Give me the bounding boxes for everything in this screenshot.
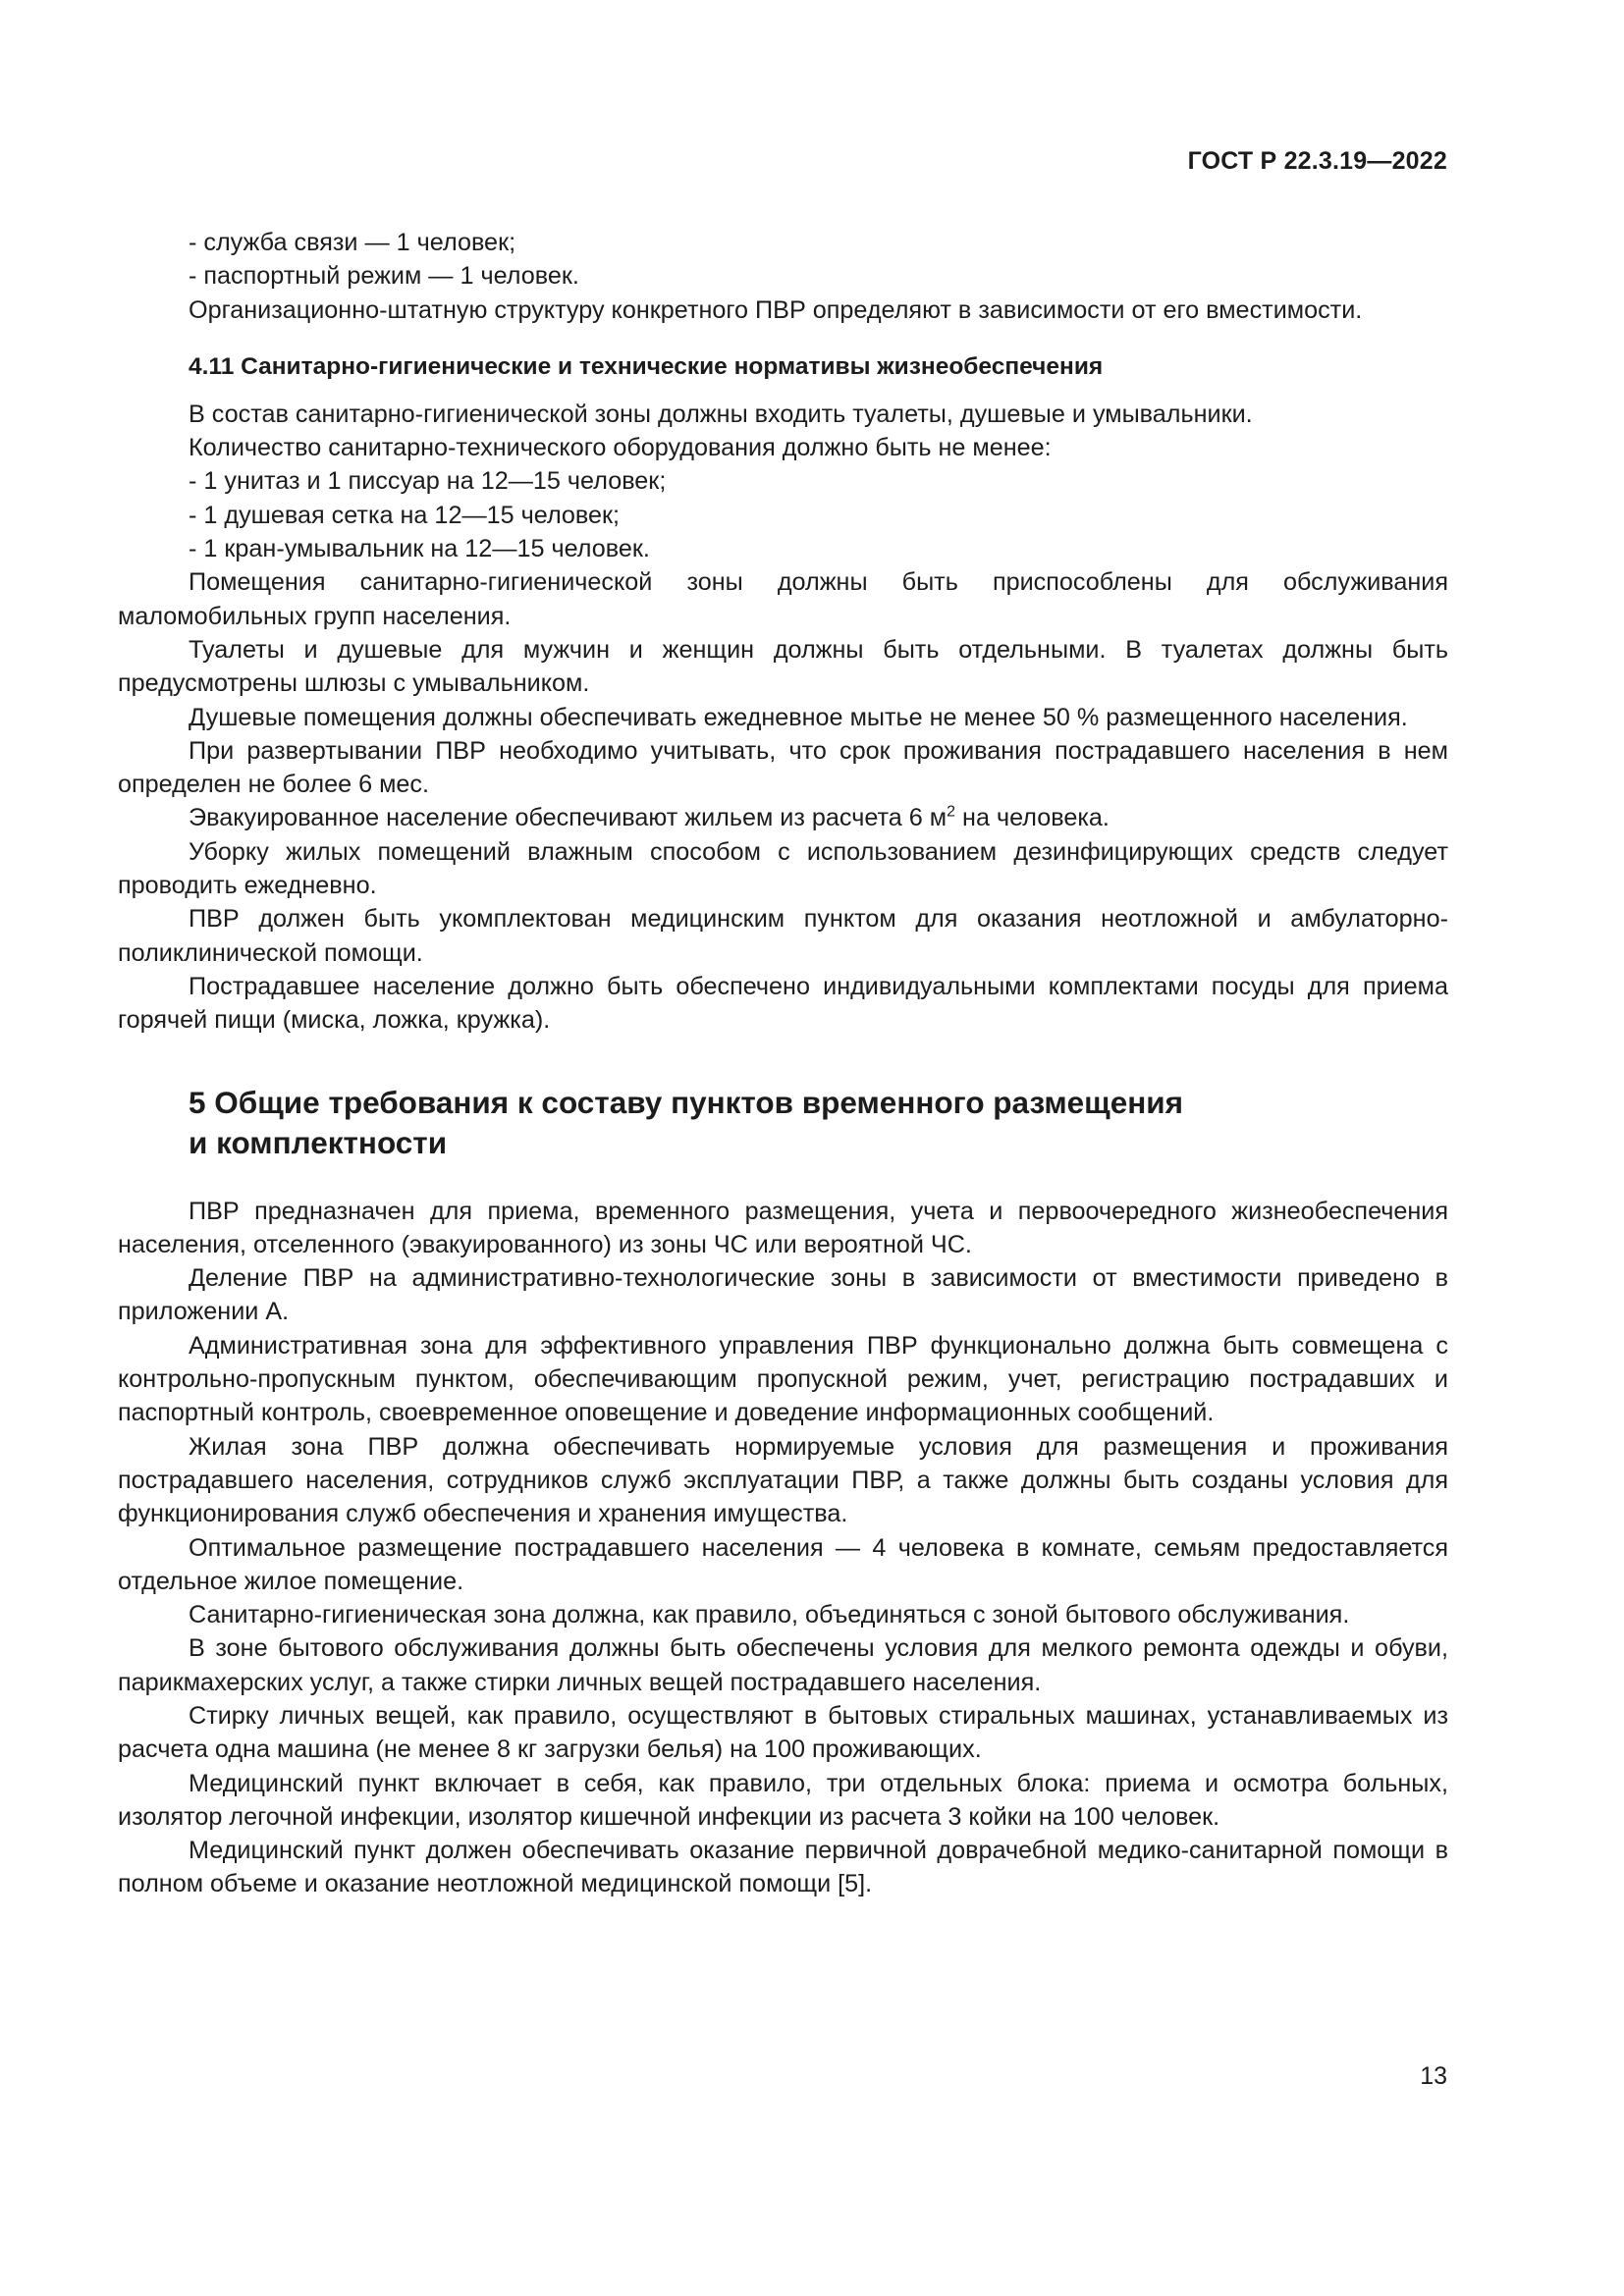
subsection-heading-4-11: 4.11 Санитарно-гигиенические и технические нормативы жизнеобеспечения [189, 352, 1104, 380]
list-item: - паспортный режим — 1 человек. [189, 262, 579, 291]
paragraph: Пострадавшее население должно быть обеспечено индивидуальными комплектами посуды для приема горячей пищи (миска, ложка, кружка). [118, 972, 1448, 1035]
paragraph: Количество санитарно-технического оборудования должно быть не менее: [189, 434, 1052, 462]
superscript: 2 [947, 804, 956, 822]
list-item: - 1 кран-умывальник на 12—15 человек. [189, 535, 650, 563]
paragraph: При развертывании ПВР необходимо учитывать, что срок проживания пострадавшего населения в нем определен не более 6 мес. [118, 736, 1448, 799]
paragraph: Туалеты и душевые для мужчин и женщин должны быть отдельными. В туалетах должны быть предусмотрены шлюзы с умывальником. [118, 635, 1448, 698]
paragraph: В зоне бытового обслуживания должны быть обеспечены условия для мелкого ремонта одежды и обуви, парикмахерских услуг, а также стирки личных вещей пострадавшего населения. [118, 1634, 1448, 1696]
paragraph: Медицинский пункт включает в себя, как правило, три отдельных блока: приема и осмотра больных, изолятор легочной инфекции, изолятор кишечной инфекции из расчета 3 койки на 100 человек. [118, 1769, 1448, 1831]
list-item: - служба связи — 1 человек; [189, 229, 516, 256]
list-item: - 1 душевая сетка на 12—15 человек; [189, 501, 621, 529]
paragraph-housing-norm [118, 801, 1448, 834]
paragraph: Санитарно-гигиеническая зона должна, как правило, объединяться с зоной бытового обслуживания. [189, 1601, 1350, 1629]
heading-line: 5 Общие требования к составу пунктов временного размещения [189, 1084, 1184, 1120]
paragraph: ПВР должен быть укомплектован медицинским пунктом для оказания неотложной и амбулаторно-поликлинической помощи. [118, 905, 1448, 967]
paragraph: Уборку жилых помещений влажным способом с использованием дезинфицирующих средств следует проводить ежедневно. [118, 837, 1448, 900]
paragraph: Стирку личных вещей, как правило, осуществляют в бытовых стиральных машинах, устанавливаемых из расчета одна машина (не менее 8 кг загрузки белья) на 100 проживающих. [118, 1701, 1448, 1764]
page-number: 13 [1420, 2062, 1447, 2090]
heading-line: и комплектности [189, 1124, 448, 1160]
paragraph: Организационно-штатную структуру конкретного ПВР определяют в зависимости от его вместимости. [189, 295, 1363, 324]
paragraph: Административная зона для эффективного управления ПВР функционально должна быть совмещена с контрольно-пропускным пунктом, обеспечивающим пропускной режим, учет, регистрацию пострадавших и паспортный контроль, своевременное оповещение и доведение информационных сообщений. [118, 1331, 1448, 1427]
paragraph: Душевые помещения должны обеспечивать ежедневное мытье не менее 50 % размещенного населения. [189, 703, 1408, 731]
text-fragment: на человека. [955, 804, 1110, 832]
document-body [118, 226, 1448, 1901]
paragraph: Жилая зона ПВР должна обеспечивать нормируемые условия для размещения и проживания пострадавшего населения, сотрудников служб эксплуатации ПВР, а также должны быть созданы условия для функционирования служб обеспечения и хранения имущества. [118, 1432, 1448, 1528]
paragraph: Оптимальное размещение пострадавшего населения — 4 человека в комнате, семьям предоставляется отдельное жилое помещение. [118, 1533, 1448, 1595]
paragraph: ПВР предназначен для приема, временного размещения, учета и первоочередного жизнеобеспечения населения, отселенного (эвакуированного) из зоны ЧС или вероятной ЧС. [118, 1197, 1448, 1258]
paragraph: Медицинский пункт должен обеспечивать оказание первичной доврачебной медико-санитарной помощи в полном объеме и оказание неотложной медицинской помощи [5]. [118, 1837, 1448, 1898]
section-heading-5 [118, 1083, 1448, 1163]
paragraph: Деление ПВР на административно-технологические зоны в зависимости от вместимости приведено в приложении А. [118, 1264, 1448, 1326]
list-item: - 1 унитаз и 1 писсуар на 12—15 человек; [189, 467, 667, 496]
document-code: ГОСТ Р 22.3.19—2022 [1187, 147, 1447, 175]
paragraph: В состав санитарно-гигиенической зоны должны входить туалеты, душевые и умывальники. [189, 400, 1253, 428]
text-fragment: Эвакуированное население обеспечивают жильем из расчета 6 м [189, 804, 947, 832]
paragraph: Помещения санитарно-гигиенической зоны должны быть приспособлены для обслуживания маломобильных групп населения. [118, 568, 1448, 630]
